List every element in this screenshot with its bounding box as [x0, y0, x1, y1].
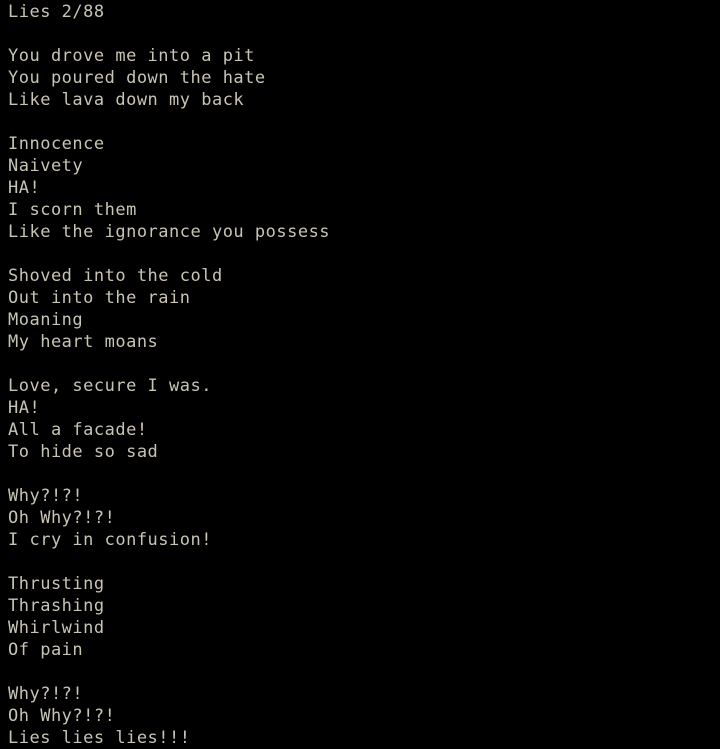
poem-stanza — [8, 375, 720, 463]
poem-line: HA! — [8, 178, 41, 198]
poem-stanza — [8, 265, 720, 353]
poem-line: Of pain — [8, 640, 84, 660]
poem-line: Why?!?! — [8, 486, 84, 506]
title-spacer — [8, 23, 720, 45]
poem-line: All a facade! — [8, 420, 148, 440]
poem-line: Why?!?! — [8, 684, 84, 704]
poem-line: Moaning — [8, 310, 84, 330]
poem-stanza — [8, 573, 720, 661]
poem-line: My heart moans — [8, 332, 159, 352]
page-title: Lies 2/88 — [8, 2, 105, 22]
poem-line: Thrusting — [8, 574, 105, 594]
stanza-spacer — [8, 463, 720, 485]
poem-stanza — [8, 133, 720, 243]
poem-stanza — [8, 485, 720, 551]
poem-line: Love, secure I was. — [8, 376, 212, 396]
stanza-spacer — [8, 353, 720, 375]
poem-line: Oh Why?!?! — [8, 508, 116, 528]
poem-line: Oh Why?!?! — [8, 706, 116, 726]
poem-line: Naivety — [8, 156, 84, 176]
poem-line: I scorn them — [8, 200, 137, 220]
poem-line: Shoved into the cold — [8, 266, 223, 286]
poem-line: Like the ignorance you possess — [8, 222, 331, 242]
poem-line: Like lava down my back — [8, 90, 245, 110]
poem-stanza — [8, 683, 720, 749]
poem-line: Whirlwind — [8, 618, 105, 638]
poem-line: You drove me into a pit — [8, 46, 255, 66]
stanza-spacer — [8, 111, 720, 133]
stanza-spacer — [8, 551, 720, 573]
poem-line: HA! — [8, 398, 41, 418]
poem-line: I cry in confusion! — [8, 530, 212, 550]
poem-body — [8, 45, 720, 749]
poem-line: Innocence — [8, 134, 105, 154]
poem-line: To hide so sad — [8, 442, 159, 462]
stanza-spacer — [8, 661, 720, 683]
poem-line: Out into the rain — [8, 288, 191, 308]
poem-line: You poured down the hate — [8, 68, 266, 88]
stanza-spacer — [8, 243, 720, 265]
poem-line: Thrashing — [8, 596, 105, 616]
poem-stanza — [8, 45, 720, 111]
poem-line: Lies lies lies!!! — [8, 728, 191, 748]
